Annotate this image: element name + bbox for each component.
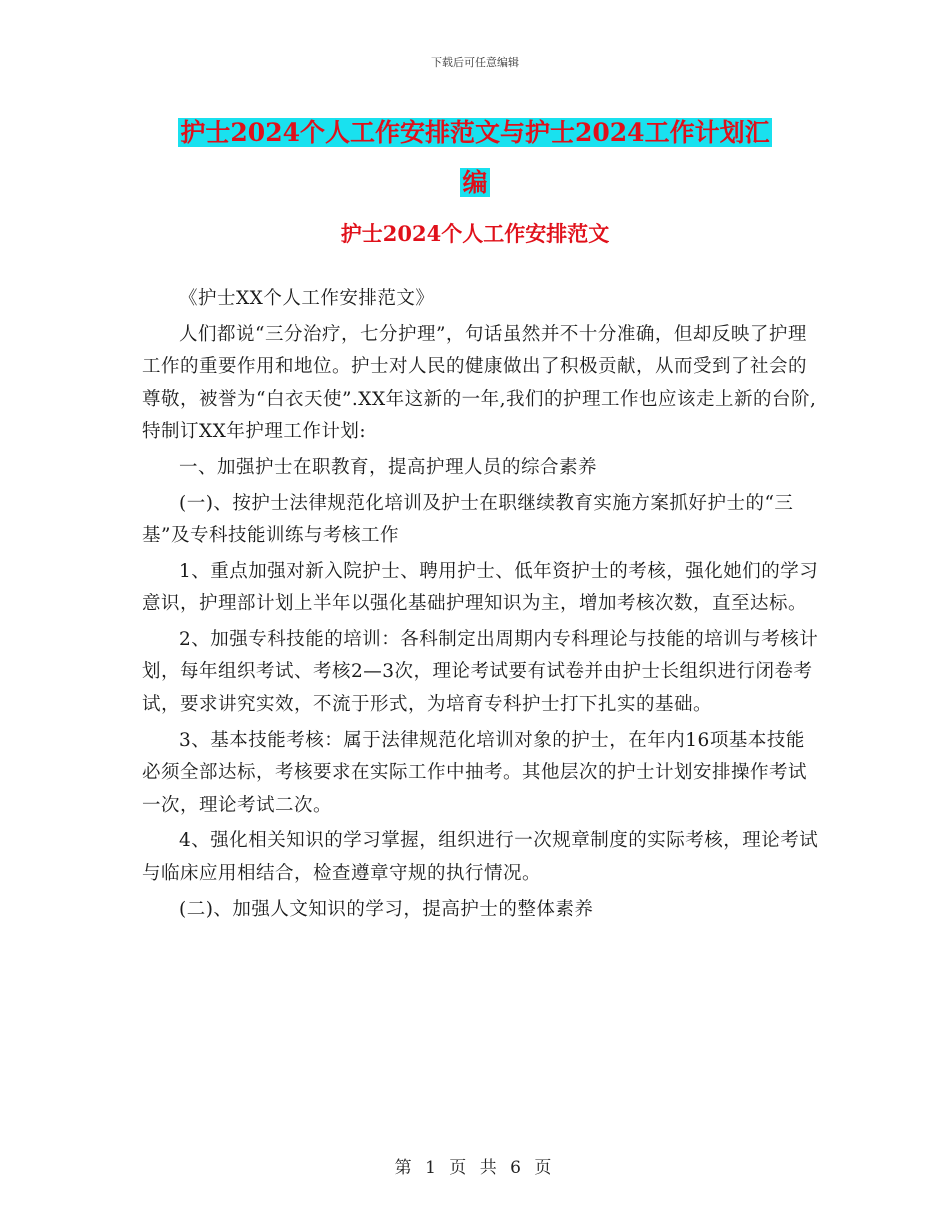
paragraph: 人们都说“三分治疗，七分护理”，句话虽然并不十分准确，但却反映了护理工作的重要作用和地位。护士对人民的健康做出了积极贡献，从而受到了社会的尊敬，被誉为“白衣天使”.XX年这新的一年,我们的护理工作也应该走上新的台阶,特制订XX年护理工作计划: bbox=[142, 323, 817, 443]
paragraph: 《护士XX个人工作安排范文》 bbox=[179, 288, 435, 309]
paragraph: 2、加强专科技能的培训：各科制定出周期内专科理论与技能的培训与考核计划，每年组织考试、考核2—3次，理论考试要有试卷并由护士长组织进行闭卷考试，要求讲究实效，不流于形式，为培育专科护士打下扎实的基础。 bbox=[142, 628, 819, 715]
document-title-line2: 编 bbox=[462, 168, 488, 197]
paragraph: 4、强化相关知识的学习掌握，组织进行一次规章制度的实际考核，理论考试与临床应用相结合，检查遵章守规的执行情况。 bbox=[142, 830, 819, 884]
paragraph: (一)、按护士法律规范化培训及护士在职继续教育实施方案抓好护士的“三基”及专科技能训练与考核工作 bbox=[142, 492, 794, 547]
paragraph: 3、基本技能考核：属于法律规范化培训对象的护士，在年内16项基本技能必须全部达标，考核要求在实际工作中抽考。其他层次的护士计划安排操作考试一次，理论考试二次。 bbox=[142, 729, 808, 816]
paragraph: 1、重点加强对新入院护士、聘用护士、低年资护士的考核，强化她们的学习意识，护理部计划上半年以强化基础护理知识为主，增加考核次数，直至达标。 bbox=[142, 560, 819, 615]
header-note: 下载后可任意编辑 bbox=[431, 56, 519, 69]
paragraph: (二)、加强人文知识的学习，提高护士的整体素养 bbox=[179, 898, 594, 920]
section-title: 护士2024个人工作安排范文 bbox=[340, 221, 610, 246]
page-number: 第 1 页 共 6 页 bbox=[394, 1158, 556, 1178]
document-title bbox=[130, 108, 820, 208]
document-body bbox=[142, 283, 822, 929]
paragraph: 一、加强护士在职教育，提高护理人员的综合素养 bbox=[179, 456, 598, 478]
document-title-line1: 护士2024个人工作安排范文与护士2024工作计划汇 bbox=[180, 118, 770, 147]
